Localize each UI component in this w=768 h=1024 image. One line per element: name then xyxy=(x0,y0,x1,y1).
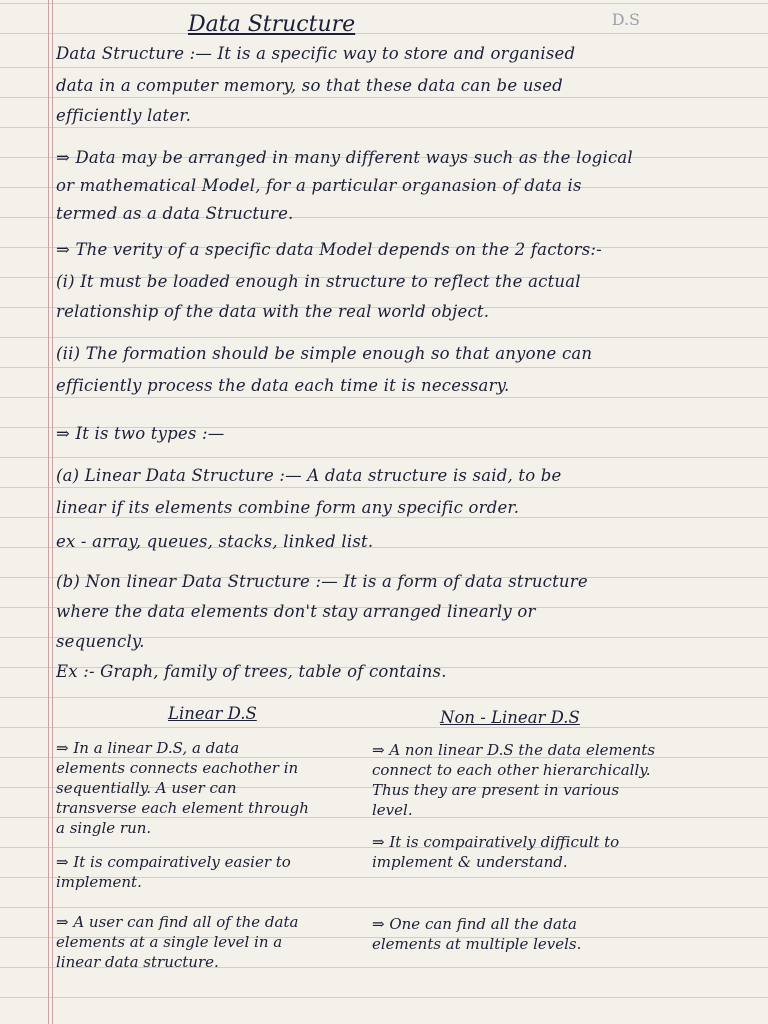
non-linear-point-2-line-2: implement & understand. xyxy=(372,853,568,871)
para1-line-1: ⇒ Data may be arranged in many different ways such as the logical xyxy=(56,148,633,167)
para6-line-4: Ex :- Graph, family of trees, table of contains. xyxy=(56,662,447,681)
page-title: Data Structure xyxy=(188,12,356,37)
para2-line-3: relationship of the data with the real world object. xyxy=(56,302,490,321)
para2-line-2: (i) It must be loaded enough in structure to reflect the actual xyxy=(56,272,581,291)
linear-point-1 xyxy=(56,738,372,838)
linear-ds-heading: Linear D.S xyxy=(168,704,257,723)
linear-point-1-line-1: ⇒ In a linear D.S, a data xyxy=(56,739,240,757)
linear-point-3-line-1: ⇒ A user can find all of the data xyxy=(56,913,299,931)
non-linear-point-1-line-4: level. xyxy=(372,801,413,819)
linear-point-2-line-2: implement. xyxy=(56,873,142,891)
para5-line-2: linear if its elements combine form any specific order. xyxy=(56,498,520,517)
linear-point-1-line-2: elements connects eachother in xyxy=(56,759,299,777)
non-linear-point-2 xyxy=(372,832,756,872)
non-linear-point-3 xyxy=(372,914,756,954)
margin-line-inner xyxy=(52,0,53,1024)
para5-line-1: (a) Linear Data Structure :— A data structure is said, to be xyxy=(56,466,562,485)
linear-point-1-line-3: sequentially. A user can xyxy=(56,779,237,797)
para3-line-1: (ii) The formation should be simple enough so that anyone can xyxy=(56,344,593,363)
def-line-1: Data Structure :— It is a specific way to store and organised xyxy=(56,44,576,63)
para1-line-3: termed as a data Structure. xyxy=(56,204,294,223)
non-linear-point-1-line-1: ⇒ A non linear D.S the data elements xyxy=(372,741,656,759)
linear-point-2-line-1: ⇒ It is compairatively easier to xyxy=(56,853,291,871)
margin-line xyxy=(48,0,49,1024)
non-linear-point-3-line-1: ⇒ One can find all the data xyxy=(372,915,577,933)
non-linear-ds-heading: Non - Linear D.S xyxy=(440,708,580,727)
linear-point-2 xyxy=(56,852,372,892)
para4-line-1: ⇒ It is two types :— xyxy=(56,424,225,443)
para3-line-2: efficiently process the data each time it is necessary. xyxy=(56,376,510,395)
linear-point-3-line-2: elements at a single level in a xyxy=(56,933,283,951)
linear-point-3-line-3: linear data structure. xyxy=(56,953,219,971)
linear-point-1-line-4: transverse each element through xyxy=(56,799,309,817)
para6-line-1: (b) Non linear Data Structure :— It is a form of data structure xyxy=(56,572,588,591)
def-line-2: data in a computer memory, so that these data can be used xyxy=(56,76,563,95)
non-linear-point-2-line-1: ⇒ It is compairatively difficult to xyxy=(372,833,620,851)
linear-point-3 xyxy=(56,912,372,972)
para5-line-3: ex - array, queues, stacks, linked list. xyxy=(56,532,374,551)
non-linear-point-1 xyxy=(372,740,756,820)
non-linear-point-3-line-2: elements at multiple levels. xyxy=(372,935,582,953)
para1-line-2: or mathematical Model, for a particular organasion of data is xyxy=(56,176,582,195)
non-linear-point-1-line-3: Thus they are present in various xyxy=(372,781,620,799)
def-line-3: efficiently later. xyxy=(56,106,192,125)
para6-line-3: sequencly. xyxy=(56,632,145,651)
para2-line-1: ⇒ The verity of a specific data Model depends on the 2 factors:- xyxy=(56,240,602,259)
non-linear-point-1-line-2: connect to each other hierarchically. xyxy=(372,761,651,779)
para6-line-2: where the data elements don't stay arranged linearly or xyxy=(56,602,536,621)
corner-mark: D.S xyxy=(611,10,640,29)
linear-point-1-line-5: a single run. xyxy=(56,819,152,837)
